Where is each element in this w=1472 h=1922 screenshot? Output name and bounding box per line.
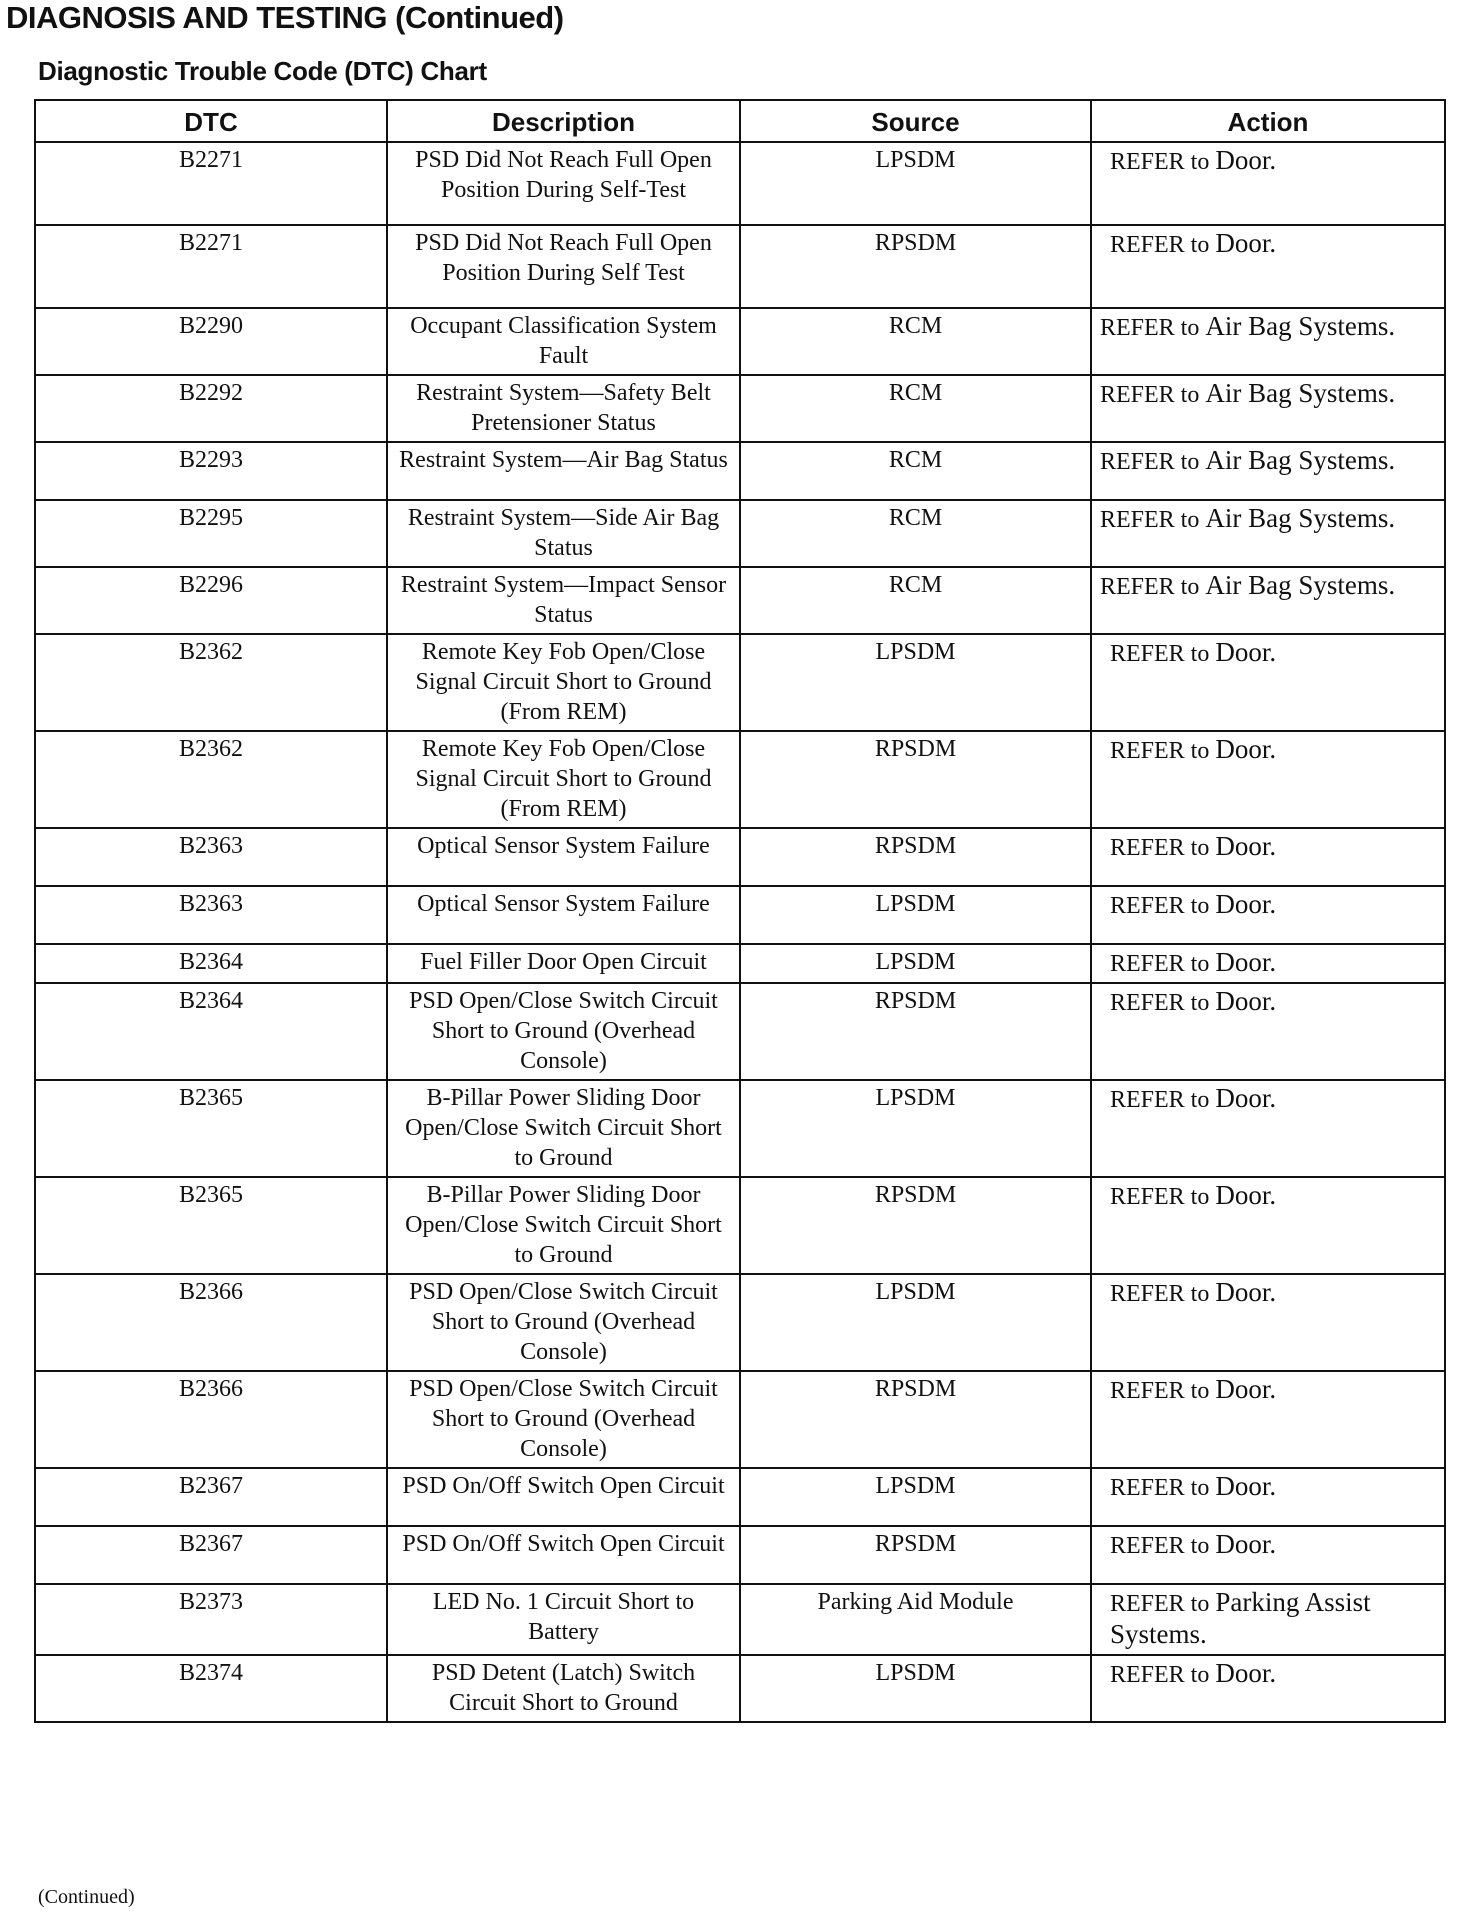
action-refer-label: REFER to	[1110, 738, 1210, 764]
dtc-code: B2295	[35, 500, 387, 567]
action-refer-label: REFER to	[1110, 990, 1210, 1016]
action-refer-label: REFER to	[1110, 951, 1210, 977]
dtc-action	[1091, 731, 1445, 828]
dtc-code: B2363	[35, 828, 387, 886]
action-target: Air Bag Systems.	[1205, 445, 1396, 475]
dtc-code: B2363	[35, 886, 387, 944]
dtc-description: PSD On/Off Switch Open Circuit	[387, 1526, 740, 1584]
action-target: Air Bag Systems.	[1205, 378, 1396, 408]
table-header	[35, 100, 1445, 142]
page-heading: DIAGNOSIS AND TESTING (Continued)	[6, 0, 564, 35]
dtc-description: Remote Key Fob Open/Close Signal Circuit Short to Ground (From REM)	[387, 634, 740, 731]
action-target: Air Bag Systems.	[1205, 311, 1396, 341]
action-refer-label: REFER to	[1100, 382, 1200, 408]
table-row	[35, 1080, 1445, 1177]
dtc-description: Restraint System—Safety Belt Pretensioner Status	[387, 375, 740, 442]
dtc-action	[1091, 1526, 1445, 1584]
action-refer-label: REFER to	[1110, 1533, 1210, 1559]
action-target: Door.	[1215, 228, 1277, 258]
action-target: Parking Assist Systems.	[1110, 1587, 1371, 1649]
dtc-code: B2367	[35, 1526, 387, 1584]
dtc-description: PSD Did Not Reach Full Open Position During Self Test	[387, 225, 740, 308]
action-target: Door.	[1215, 1180, 1277, 1210]
action-target: Door.	[1215, 947, 1277, 977]
dtc-source: LPSDM	[740, 634, 1091, 731]
table-row	[35, 944, 1445, 983]
action-refer-label: REFER to	[1110, 835, 1210, 861]
dtc-code: B2364	[35, 983, 387, 1080]
dtc-code: B2292	[35, 375, 387, 442]
dtc-source: RPSDM	[740, 225, 1091, 308]
dtc-action	[1091, 142, 1445, 225]
dtc-description: Fuel Filler Door Open Circuit	[387, 944, 740, 983]
action-target: Air Bag Systems.	[1205, 570, 1396, 600]
table-row	[35, 634, 1445, 731]
dtc-action	[1091, 886, 1445, 944]
table-row	[35, 983, 1445, 1080]
action-refer-label: REFER to	[1110, 149, 1210, 175]
table-row	[35, 1274, 1445, 1371]
dtc-code: B2293	[35, 442, 387, 500]
dtc-source: LPSDM	[740, 1080, 1091, 1177]
dtc-description: Remote Key Fob Open/Close Signal Circuit Short to Ground (From REM)	[387, 731, 740, 828]
dtc-action	[1091, 375, 1445, 442]
dtc-action	[1091, 1655, 1445, 1722]
column-header-source: Source	[740, 100, 1091, 142]
action-target: Door.	[1215, 1471, 1277, 1501]
action-refer-label: REFER to	[1100, 449, 1200, 475]
header-row	[35, 100, 1445, 142]
action-target: Door.	[1215, 1277, 1277, 1307]
table-row	[35, 731, 1445, 828]
dtc-description: PSD Detent (Latch) Switch Circuit Short to Ground	[387, 1655, 740, 1722]
dtc-action	[1091, 1080, 1445, 1177]
dtc-code: B2366	[35, 1371, 387, 1468]
action-refer-label: REFER to	[1100, 574, 1200, 600]
table-row	[35, 375, 1445, 442]
action-refer-label: REFER to	[1110, 1475, 1210, 1501]
table-row	[35, 1526, 1445, 1584]
dtc-code: B2366	[35, 1274, 387, 1371]
dtc-description: Optical Sensor System Failure	[387, 828, 740, 886]
dtc-action	[1091, 944, 1445, 983]
dtc-code: B2362	[35, 634, 387, 731]
action-refer-label: REFER to	[1110, 1662, 1210, 1688]
action-target: Door.	[1215, 831, 1277, 861]
action-target: Door.	[1215, 889, 1277, 919]
dtc-action	[1091, 1371, 1445, 1468]
dtc-description: PSD Open/Close Switch Circuit Short to Ground (Overhead Console)	[387, 983, 740, 1080]
action-refer-label: REFER to	[1110, 1378, 1210, 1404]
action-target: Air Bag Systems.	[1205, 503, 1396, 533]
dtc-source: Parking Aid Module	[740, 1584, 1091, 1655]
dtc-source: RPSDM	[740, 828, 1091, 886]
action-refer-label: REFER to	[1110, 893, 1210, 919]
dtc-source: LPSDM	[740, 944, 1091, 983]
dtc-action	[1091, 1584, 1445, 1655]
table-row	[35, 308, 1445, 375]
dtc-code: B2290	[35, 308, 387, 375]
dtc-description: Restraint System—Impact Sensor Status	[387, 567, 740, 634]
dtc-chart-table	[34, 99, 1446, 1723]
column-header-dtc: DTC	[35, 100, 387, 142]
dtc-description: Occupant Classification System Fault	[387, 308, 740, 375]
action-target: Door.	[1215, 1529, 1277, 1559]
action-refer-label: REFER to	[1110, 1591, 1210, 1617]
action-refer-label: REFER to	[1110, 641, 1210, 667]
table-row	[35, 142, 1445, 225]
action-target: Door.	[1215, 986, 1277, 1016]
dtc-description: Restraint System—Side Air Bag Status	[387, 500, 740, 567]
dtc-action	[1091, 442, 1445, 500]
dtc-description: B-Pillar Power Sliding Door Open/Close Switch Circuit Short to Ground	[387, 1080, 740, 1177]
dtc-source: RPSDM	[740, 1526, 1091, 1584]
table-row	[35, 886, 1445, 944]
dtc-source: RCM	[740, 500, 1091, 567]
action-target: Door.	[1215, 145, 1277, 175]
dtc-code: B2374	[35, 1655, 387, 1722]
dtc-source: RPSDM	[740, 983, 1091, 1080]
action-refer-label: REFER to	[1110, 1184, 1210, 1210]
dtc-action	[1091, 1177, 1445, 1274]
action-refer-label: REFER to	[1100, 315, 1200, 341]
dtc-code: B2362	[35, 731, 387, 828]
table-body	[35, 142, 1445, 1722]
table-row	[35, 1371, 1445, 1468]
dtc-code: B2365	[35, 1080, 387, 1177]
action-refer-label: REFER to	[1110, 232, 1210, 258]
table-row	[35, 1655, 1445, 1722]
dtc-source: RCM	[740, 567, 1091, 634]
action-target: Door.	[1215, 1658, 1277, 1688]
table-row	[35, 1468, 1445, 1526]
action-refer-label: REFER to	[1110, 1281, 1210, 1307]
dtc-description: B-Pillar Power Sliding Door Open/Close Switch Circuit Short to Ground	[387, 1177, 740, 1274]
dtc-source: LPSDM	[740, 886, 1091, 944]
dtc-code: B2296	[35, 567, 387, 634]
dtc-description: PSD On/Off Switch Open Circuit	[387, 1468, 740, 1526]
dtc-source: LPSDM	[740, 1274, 1091, 1371]
dtc-source: RCM	[740, 442, 1091, 500]
dtc-source: RPSDM	[740, 731, 1091, 828]
dtc-code: B2373	[35, 1584, 387, 1655]
dtc-action	[1091, 828, 1445, 886]
dtc-description: PSD Open/Close Switch Circuit Short to Ground (Overhead Console)	[387, 1371, 740, 1468]
dtc-code: B2364	[35, 944, 387, 983]
dtc-action	[1091, 1468, 1445, 1526]
dtc-source: RCM	[740, 308, 1091, 375]
dtc-action	[1091, 500, 1445, 567]
dtc-source: LPSDM	[740, 1655, 1091, 1722]
dtc-description: PSD Open/Close Switch Circuit Short to Ground (Overhead Console)	[387, 1274, 740, 1371]
table-row	[35, 500, 1445, 567]
dtc-action	[1091, 225, 1445, 308]
dtc-description: PSD Did Not Reach Full Open Position During Self-Test	[387, 142, 740, 225]
dtc-action	[1091, 634, 1445, 731]
column-header-action: Action	[1091, 100, 1445, 142]
dtc-source: LPSDM	[740, 142, 1091, 225]
dtc-code: B2271	[35, 225, 387, 308]
dtc-description: Optical Sensor System Failure	[387, 886, 740, 944]
dtc-source: RPSDM	[740, 1177, 1091, 1274]
action-target: Door.	[1215, 637, 1277, 667]
dtc-code: B2271	[35, 142, 387, 225]
dtc-description: Restraint System—Air Bag Status	[387, 442, 740, 500]
table-row	[35, 1177, 1445, 1274]
table-row	[35, 1584, 1445, 1655]
continued-note: (Continued)	[38, 1886, 135, 1908]
table-row	[35, 442, 1445, 500]
column-header-description: Description	[387, 100, 740, 142]
dtc-code: B2367	[35, 1468, 387, 1526]
table-row	[35, 828, 1445, 886]
dtc-action	[1091, 983, 1445, 1080]
dtc-description: LED No. 1 Circuit Short to Battery	[387, 1584, 740, 1655]
action-target: Door.	[1215, 1374, 1277, 1404]
chart-title: Diagnostic Trouble Code (DTC) Chart	[38, 56, 487, 86]
dtc-action	[1091, 308, 1445, 375]
action-target: Door.	[1215, 734, 1277, 764]
dtc-source: LPSDM	[740, 1468, 1091, 1526]
dtc-action	[1091, 1274, 1445, 1371]
table-row	[35, 567, 1445, 634]
action-target: Door.	[1215, 1083, 1277, 1113]
dtc-source: RCM	[740, 375, 1091, 442]
action-refer-label: REFER to	[1100, 507, 1200, 533]
dtc-source: RPSDM	[740, 1371, 1091, 1468]
dtc-code: B2365	[35, 1177, 387, 1274]
action-refer-label: REFER to	[1110, 1087, 1210, 1113]
dtc-action	[1091, 567, 1445, 634]
table-row	[35, 225, 1445, 308]
